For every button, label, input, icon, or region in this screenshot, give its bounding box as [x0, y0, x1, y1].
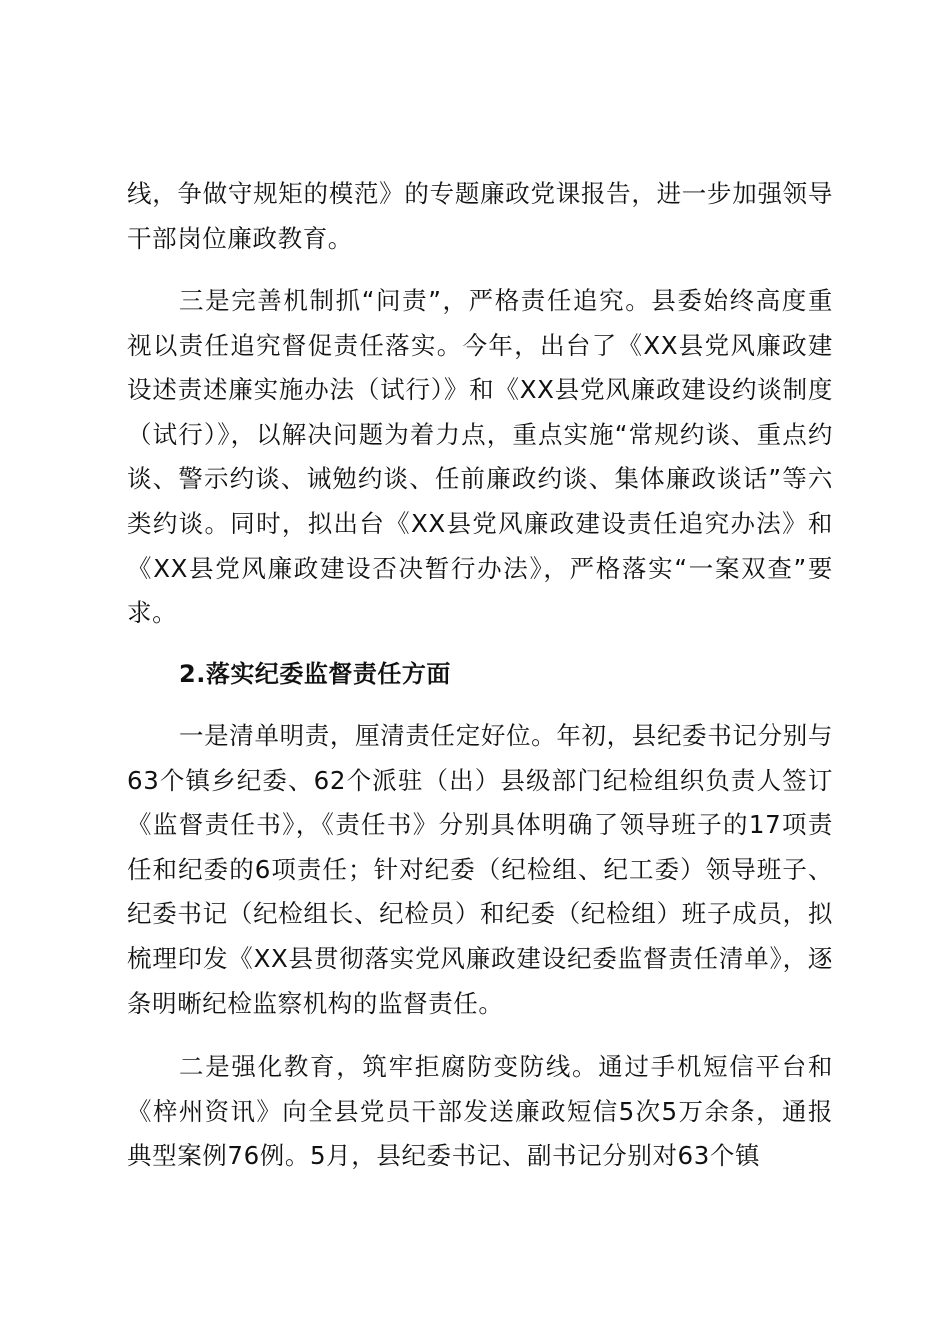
paragraph-education: 二是强化教育，筑牢拒腐防变防线。通过手机短信平台和《梓州资讯》向全县党员干部发送廉政短信5次5万余条，通报典型案例76例。5月，县纪委书记、副书记分别对63个镇: [127, 1052, 833, 1171]
section-heading: 2.落实纪委监督责任方面: [179, 660, 451, 688]
paragraph-continuation: 线，争做守规矩的模范》的专题廉政党课报告，进一步加强领导干部岗位廉政教育。: [127, 179, 833, 253]
paragraph-accountability: 三是完善机制抓“问责”，严格责任追究。县委始终高度重视以责任追究督促责任落实。今年，出台了《XX县党风廉政建设述责述廉实施办法（试行）》和《XX县党风廉政建设约谈制度（试行）》，以解决问题为着力点，重点实施“常规约谈、重点约谈、警示约谈、诫勉约谈、任前廉政约谈、集体廉政谈话”等六类约谈。同时，拟出台《XX县党风廉政建设责任追究办法》和《XX县党风廉政建设否决暂行办法》，严格落实“一案双查”要求。: [127, 286, 833, 628]
paragraph-responsibility-list: 一是清单明责，厘清责任定好位。年初，县纪委书记分别与63个镇乡纪委、62个派驻（出）县级部门纪检组织负责人签订《监督责任书》，《责任书》分别具体明确了领导班子的17项责任和纪委的6项责任；针对纪委（纪检组、纪工委）领导班子、纪委书记（纪检组长、纪检员）和纪委（纪检组）班子成员，拟梳理印发《XX县贯彻落实党风廉政建设纪委监督责任清单》，逐条明晰纪检监察机构的监督责任。: [127, 721, 833, 1018]
